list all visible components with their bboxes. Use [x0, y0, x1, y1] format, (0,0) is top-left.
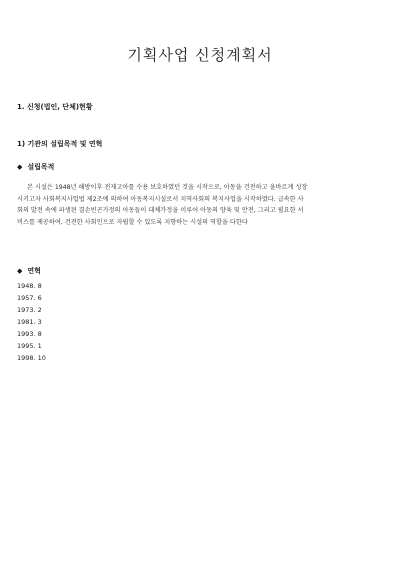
diamond-bullet-icon: ◆	[17, 267, 23, 275]
purpose-label: 설립목적	[27, 163, 55, 171]
paragraph-line: 비스를 제공하여, 건전한 사회인으로 자립할 수 있도록 지향하는 시설의 역할을 다한다	[17, 218, 248, 226]
section-heading-applicant-status: 1. 신청(법인, 단체)현황	[17, 103, 93, 111]
history-entry: 1998. 10	[17, 354, 46, 362]
paragraph-line: 본 시설은 1948년 해방이후 전재고아를 수용 보호하였던 것을 시작으로, 아동을 건전하고 올바르게 성장	[27, 184, 308, 191]
history-entry: 1981. 3	[17, 318, 42, 326]
history-label: 연혁	[27, 267, 41, 275]
history-list	[17, 280, 46, 364]
document-title: 기획사업 신청계획서	[127, 46, 273, 64]
paragraph-line: 회의 발전 속에 파생된 결손빈곤가정의 아동들이 대체가정을 이루어 아동의 양육 및 안전, 그리고 필요한 서	[17, 207, 304, 214]
diamond-bullet-icon: ◆	[17, 163, 23, 171]
history-entry: 1948. 8	[17, 282, 42, 290]
purpose-paragraph	[17, 182, 387, 228]
history-section-heading	[17, 266, 41, 276]
purpose-section-heading	[17, 162, 54, 172]
history-entry: 1957. 6	[17, 294, 42, 302]
history-entry: 1993. 8	[17, 330, 42, 338]
history-entry: 1995. 1	[17, 342, 42, 350]
history-entry: 1973. 2	[17, 306, 42, 314]
paragraph-line: 시키고자 사회복지사업법 제2조에 의하여 아동복지시설로서 지역사회의 복지사업을 시작하였다. 급속한 사	[17, 195, 304, 203]
subsection-heading-purpose-history: 1) 기관의 설립목적 및 연혁	[17, 140, 103, 148]
